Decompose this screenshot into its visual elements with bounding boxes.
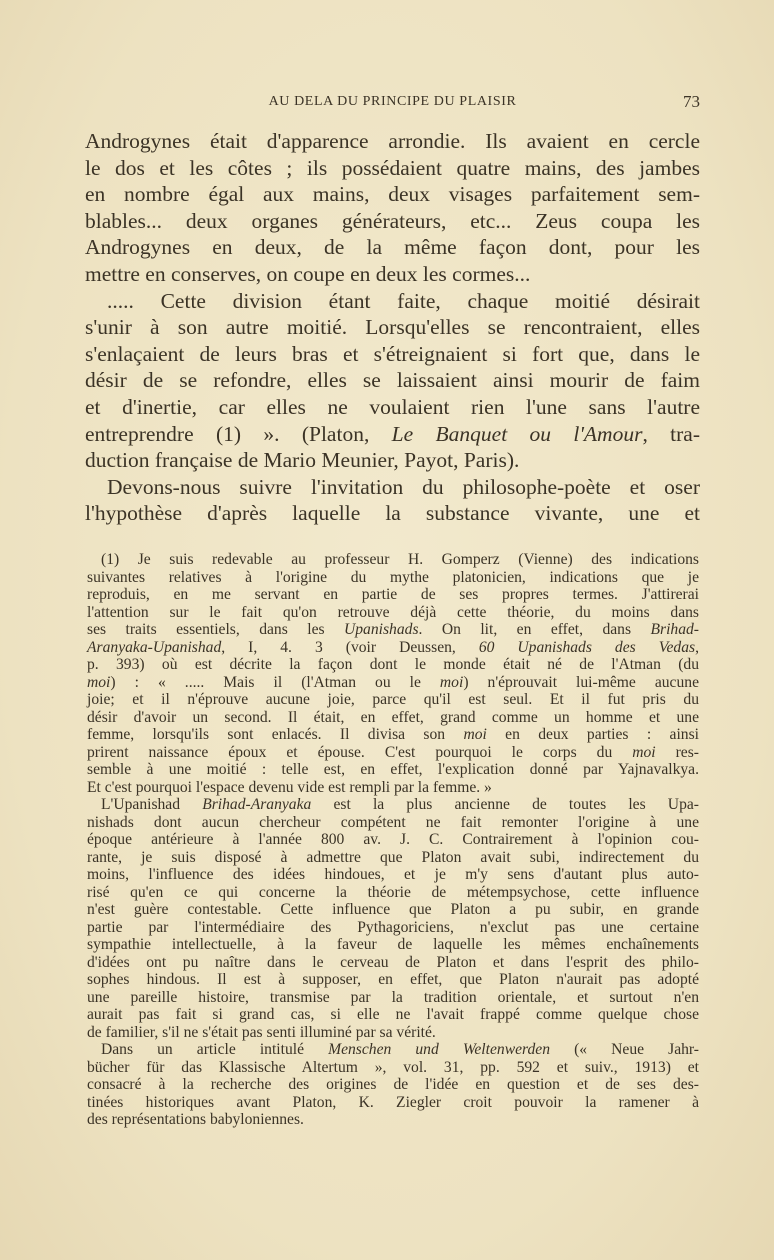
text-run: une pareille histoire, transmise par la tradition orientale, et surtout n'en — [87, 988, 699, 1006]
footnote-paragraph — [87, 551, 699, 796]
footnote-line — [87, 919, 699, 937]
footnote-line — [87, 1059, 699, 1077]
footnote-paragraph — [87, 1041, 699, 1129]
text-run: sophes hindous. Il est à supposer, en effet, que Platon n'aurait pas adopté — [87, 971, 699, 988]
text-run: tinées historiques avant Platon, K. Ziegler croit pouvoir la ramener à — [87, 1093, 699, 1111]
footnote-line — [87, 971, 699, 989]
text-run: res- — [655, 743, 699, 761]
text-run: , I, 4. 3 (voir Deussen, — [221, 638, 479, 656]
text-run: Androgynes était d'apparence arrondie. Ils avaient en cercle — [85, 129, 700, 153]
main-line — [85, 314, 700, 341]
italic-text: Menschen und Weltenwerden — [328, 1041, 551, 1058]
footnote-line — [87, 936, 699, 954]
text-run: . On lit, en effet, dans — [418, 621, 651, 638]
text-run: aurait pas fait si grand cas, si elle ne l'avait frappé comme quelque chose — [87, 1006, 699, 1023]
text-run: partie par l'intermédiaire des Pythagoriciens, n'exclut pas une certaine — [87, 918, 699, 936]
footnote-line — [87, 796, 699, 814]
text-run: suivantes relatives à l'origine du mythe platonicien, indications que je — [87, 568, 699, 586]
footnote-line — [87, 709, 699, 727]
text-run: Devons-nous suivre l'invitation du philosophe-poète et oser — [107, 474, 700, 499]
footnote-line — [87, 849, 699, 867]
italic-text: moi — [439, 673, 464, 691]
italic-text: Le Banquet ou l'Amour — [391, 421, 643, 446]
text-run: en deux parties : ainsi — [486, 726, 699, 743]
main-text — [85, 128, 700, 527]
text-run: Androgynes en deux, de la même façon dont, pour les — [85, 235, 700, 260]
text-run: ) : « ..... Mais il (l'Atman ou le — [110, 673, 440, 691]
text-run: joie; et il n'éprouve aucune joie, parce qu'il est seul. Et il fut pris du — [87, 691, 699, 708]
text-run: mettre en conserves, on coupe en deux les cormes... — [85, 261, 531, 286]
text-run: s'enlaçaient de leurs bras et s'étreignaient si fort que, dans le — [85, 341, 700, 366]
main-paragraph — [85, 288, 700, 474]
main-line — [85, 500, 700, 527]
footnote-line — [87, 691, 699, 709]
text-run: l'hypothèse d'après laquelle la substance vivante, une et — [85, 501, 700, 526]
footnote-line — [87, 1024, 699, 1042]
text-run: et d'inertie, car elles ne voulaient rien l'une sans l'autre — [85, 394, 700, 419]
text-run: semble à une moitié : telle est, en effet, l'explication donné par Yajnavalkya. — [87, 761, 699, 778]
main-line — [85, 234, 700, 261]
text-run: L'Upanishad — [101, 796, 203, 813]
text-run: Dans un article intitulé — [101, 1041, 329, 1058]
footnote-line — [87, 884, 699, 902]
footnote-line — [87, 761, 699, 779]
text-run: de familier, s'il ne s'était pas senti illuminé par sa vérité. — [87, 1023, 436, 1041]
footnote-line — [87, 779, 699, 797]
footnote-line — [87, 831, 699, 849]
text-run: (1) Je suis redevable au professeur H. Gomperz (Vienne) des indications — [101, 551, 699, 568]
text-run: moins, l'influence des idées hindoues, et je m'y sens d'autant plus auto- — [87, 866, 699, 883]
text-run: blables... deux organes générateurs, etc... Zeus coupa les — [85, 208, 700, 233]
main-line — [85, 474, 700, 501]
footnote-line — [87, 989, 699, 1007]
footnote-line — [87, 656, 699, 674]
italic-text: Brihad- — [650, 621, 699, 638]
main-line — [85, 421, 700, 448]
main-line — [85, 394, 700, 421]
text-run: rante, je suis disposé à admettre que Platon avait subi, indirectement du — [87, 848, 699, 866]
italic-text: Brihad-Aranyaka — [202, 796, 312, 813]
footnote-line — [87, 569, 699, 587]
main-line — [85, 367, 700, 394]
text-run: sympathie intellectuelle, à la faveur de laquelle les mêmes enchaînements — [87, 936, 699, 953]
main-paragraph — [85, 128, 700, 288]
footnotes — [87, 551, 699, 1129]
main-line — [85, 208, 700, 235]
footnote-line — [87, 814, 699, 832]
italic-text: 60 Upanishads des Vedas — [478, 638, 696, 656]
text-run: est la plus ancienne de toutes les Upa- — [311, 796, 699, 813]
footnote-line — [87, 1111, 699, 1129]
running-title: AU DELA DU PRINCIPE DU PLAISIR — [268, 94, 517, 109]
text-run: l'attention sur le fait qu'on retrouve déjà cette théorie, du moins dans — [87, 603, 699, 621]
main-line — [85, 341, 700, 368]
text-run: le dos et les côtes ; ils possédaient quatre mains, des jambes — [85, 155, 700, 180]
running-head — [85, 92, 700, 114]
main-line — [85, 261, 700, 288]
footnote-line — [87, 586, 699, 604]
footnote-line — [87, 726, 699, 744]
text-run: , — [695, 638, 699, 656]
main-line — [85, 288, 700, 315]
text-run: d'idées ont pu naître dans le cerveau de Platon et dans l'esprit des philo- — [87, 953, 699, 971]
footnote-line — [87, 1006, 699, 1024]
italic-text: moi — [87, 673, 111, 691]
text-run: désir d'avoir un second. Il était, en effet, grand comme un homme et une — [87, 708, 699, 726]
main-paragraph — [85, 474, 700, 527]
text-run: s'unir à son autre moitié. Lorsqu'elles se rencontraient, elles — [85, 315, 700, 340]
text-run: ) n'éprouvait lui-même aucune — [463, 673, 699, 691]
text-run: bücher für das Klassische Altertum », vol. 31, pp. 592 et suiv., 1913) et — [87, 1058, 699, 1076]
text-run: , tra- — [642, 421, 701, 446]
footnote-line — [87, 1041, 699, 1059]
main-line — [85, 447, 700, 474]
footnote-line — [87, 551, 699, 569]
footnote-line — [87, 954, 699, 972]
footnote-paragraph — [87, 796, 699, 1041]
text-run: n'est guère contestable. Cette influence que Platon a pu subir, en grande — [87, 901, 699, 918]
text-run: femme, lorsqu'ils sont enlacés. Il divisa son — [87, 726, 464, 743]
text-run: entreprendre (1) ». (Platon, — [85, 421, 392, 446]
text-run: risé qu'en ce qui concerne la théorie de métempsychose, cette influence — [87, 883, 699, 901]
text-run: en nombre égal aux mains, deux visages parfaitement sem- — [85, 182, 700, 207]
text-run: ses traits essentiels, dans les — [87, 621, 344, 638]
text-run: époque antérieure à l'année 800 av. J. C. Contrairement à l'opinion cou- — [87, 831, 699, 848]
page-number: 73 — [683, 92, 700, 111]
footnote-line — [87, 744, 699, 762]
text-run: ..... Cette division étant faite, chaque moitié désirait — [107, 288, 700, 313]
footnote-line — [87, 1094, 699, 1112]
italic-text: moi — [632, 743, 656, 761]
text-run: prirent naissance époux et épouse. C'est pourquoi le corps du — [87, 743, 633, 761]
main-line — [85, 128, 700, 155]
footnote-line — [87, 674, 699, 692]
text-run: (« Neue Jahr- — [550, 1041, 700, 1058]
footnote-line — [87, 621, 699, 639]
footnote-line — [87, 639, 699, 657]
text-run: nishads dont aucun chercheur compétent ne fait remonter l'origine à une — [87, 813, 699, 831]
italic-text: Aranyaka-Upanishad — [87, 638, 222, 656]
text-run: reproduis, en me servant en partie de ses propres termes. J'attirerai — [87, 586, 699, 603]
text-run: désir de se refondre, elles se laissaient ainsi mourir de faim — [85, 368, 700, 393]
footnote-line — [87, 1076, 699, 1094]
footnote-line — [87, 604, 699, 622]
main-line — [85, 181, 700, 208]
text-run: duction française de Mario Meunier, Payot, Paris). — [85, 448, 520, 473]
text-run: p. 393) où est décrite la façon dont le monde était né de l'Atman (du — [87, 656, 699, 673]
footnote-line — [87, 866, 699, 884]
text-run: Et c'est pourquoi l'espace devenu vide est rempli par la femme. » — [87, 778, 492, 796]
text-run: consacré à la recherche des origines de l'idée en question et de ses des- — [87, 1076, 699, 1093]
text-run: des représentations babyloniennes. — [87, 1111, 304, 1128]
footnote-line — [87, 901, 699, 919]
main-line — [85, 155, 700, 182]
italic-text: Upanishads — [344, 621, 419, 638]
italic-text: moi — [463, 726, 487, 743]
